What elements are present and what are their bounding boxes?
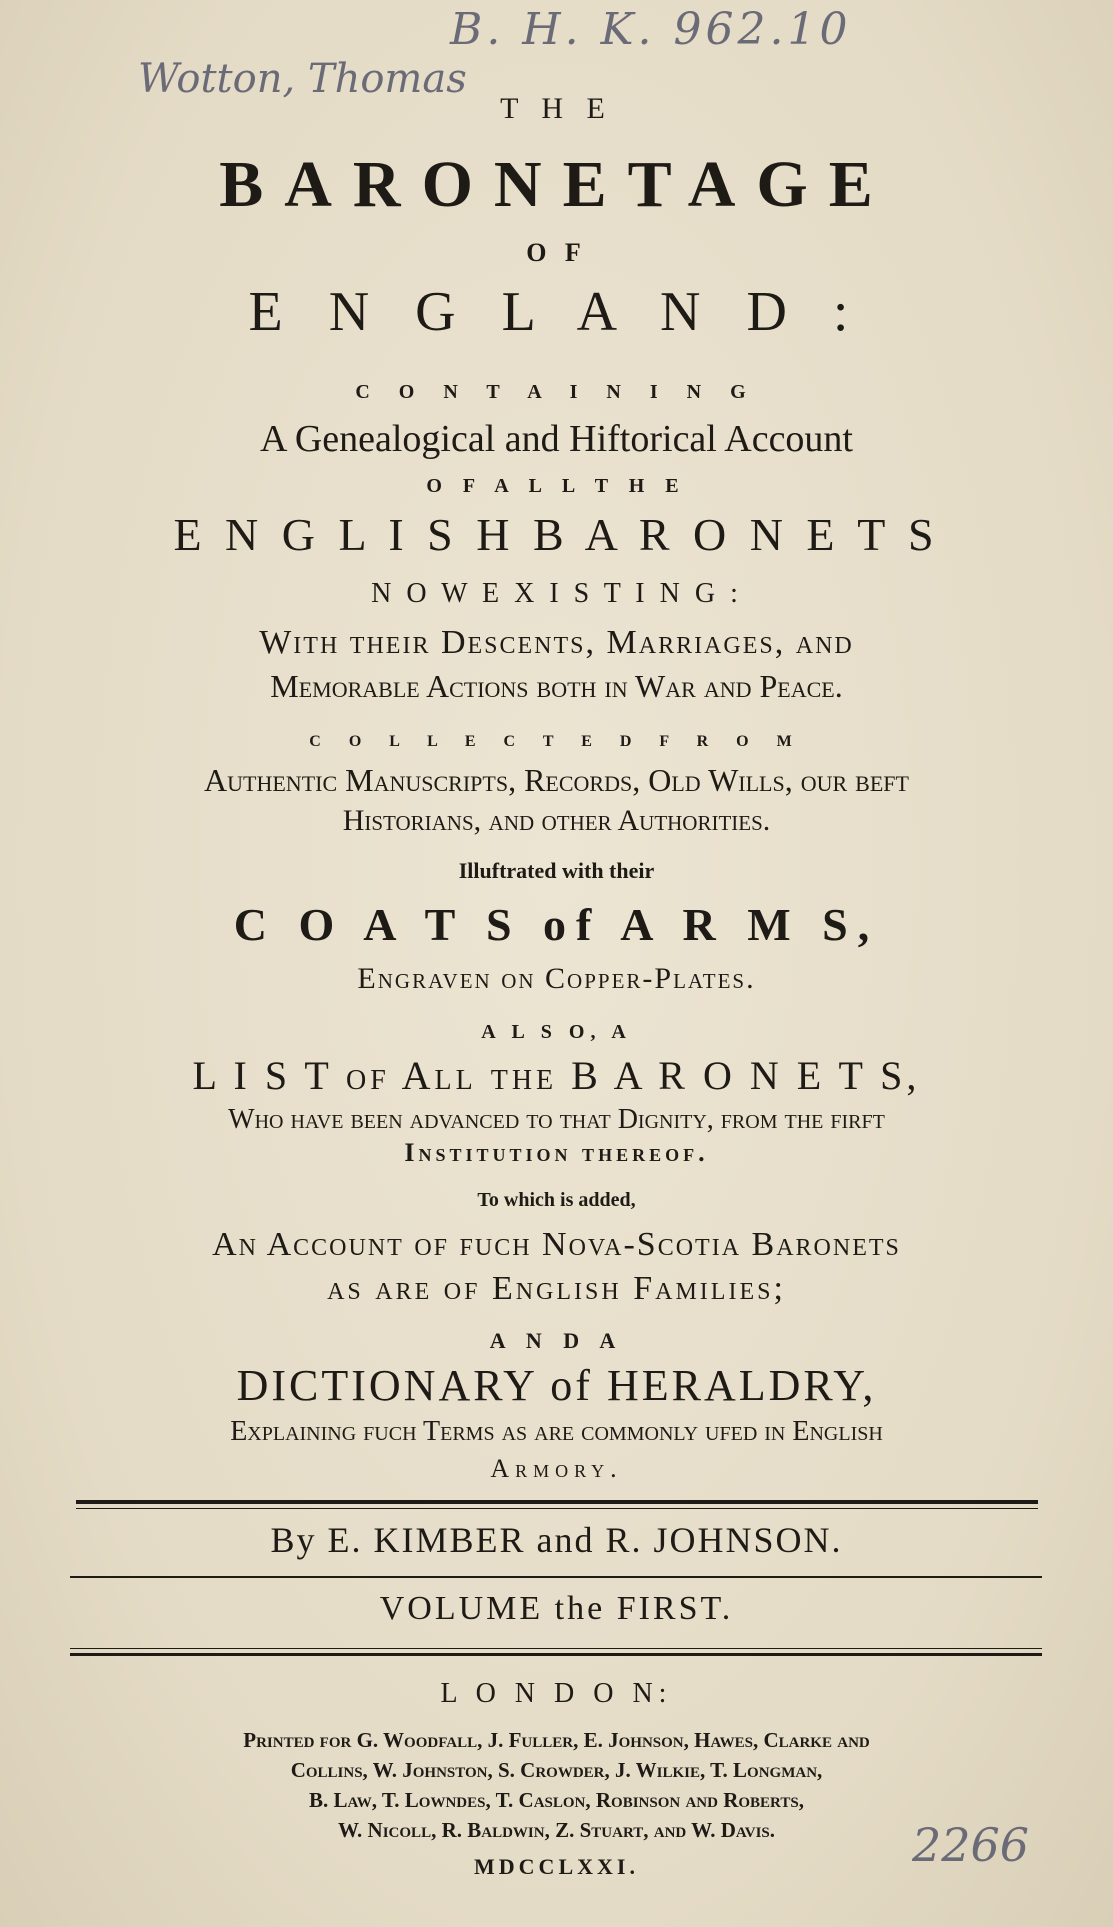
title-baronetage: BARONETAGE xyxy=(219,148,894,221)
rule-bottom-double-a xyxy=(70,1648,1042,1649)
title-of: O F xyxy=(526,238,587,267)
number-annotation: 2266 xyxy=(912,1818,1030,1872)
subtitle-illustrated: Illuftrated with their xyxy=(458,858,655,883)
imprint-place: L O N D O N: xyxy=(440,1678,673,1709)
imprint-line-2: Collins, W. Johnston, S. Crowder, J. Wilkie, T. Longman, xyxy=(290,1758,823,1782)
subtitle-armory: Armory. xyxy=(490,1454,623,1483)
rule-top-double-b xyxy=(76,1508,1038,1509)
title-the: T H E xyxy=(500,92,613,125)
rule-bottom-double-b xyxy=(70,1653,1042,1656)
subtitle-historians: Historians, and other Authorities. xyxy=(342,804,771,837)
rule-top-double-a xyxy=(76,1500,1038,1504)
subtitle-of-all-the: O F A L L T H E xyxy=(426,475,687,497)
subtitle-account: A Genealogical and Hiftorical Account xyxy=(259,418,853,460)
subtitle-to-which: To which is added, xyxy=(477,1189,636,1211)
volume-line: VOLUME the FIRST. xyxy=(379,1590,734,1627)
author-annotation: Wotton, Thomas xyxy=(138,56,467,102)
subtitle-memorable: Memorable Actions both in War and Peace. xyxy=(270,668,843,704)
subtitle-account-of-such: An Account of fuch Nova-Scotia Baronets xyxy=(212,1226,901,1263)
title-england: E N G L A N D : xyxy=(248,281,865,343)
shelfmark-annotation: B. H. K. 962.10 xyxy=(450,4,852,55)
subtitle-engraven: Engraven on Copper-Plates. xyxy=(357,962,756,995)
subtitle-with-their: With their Descents, Marriages, and xyxy=(259,624,854,661)
imprint-line-1: Printed for G. Woodfall, J. Fuller, E. Johnson, Hawes, Clarke and xyxy=(243,1728,870,1752)
imprint-line-4: W. Nicoll, R. Baldwin, Z. Stuart, and W. Davis. xyxy=(337,1818,776,1842)
subtitle-now-existing: N O W E X I S T I N G : xyxy=(371,578,742,609)
subtitle-authentic: Authentic Manuscripts, Records, Old Wills, our beft xyxy=(204,762,909,798)
subtitle-institution: Institution thereof. xyxy=(404,1138,709,1167)
subtitle-who-have-been: Who have been advanced to that Dignity, from the firft xyxy=(228,1104,885,1135)
imprint-date: MDCCLXXI. xyxy=(474,1854,639,1879)
subtitle-collected-from: C O L L E C T E D F R O M xyxy=(309,733,804,750)
imprint-line-3: B. Law, T. Lowndes, T. Caslon, Robinson and Roberts, xyxy=(309,1788,804,1812)
subtitle-as-are-of: as are of English Families; xyxy=(327,1270,786,1307)
subtitle-explaining: Explaining fuch Terms as are commonly ufed in English xyxy=(230,1416,883,1447)
subtitle-coats-of-arms: C O A T S of A R M S, xyxy=(233,899,880,950)
subtitle-english-baronets: E N G L I S H B A R O N E T S xyxy=(173,509,940,560)
subtitle-also-a: A L S O, A xyxy=(481,1021,632,1043)
subtitle-dictionary: DICTIONARY of HERALDRY, xyxy=(236,1361,877,1410)
subtitle-containing: C O N T A I N I N G xyxy=(355,381,758,403)
authors-line: By E. KIMBER and R. JOHNSON. xyxy=(270,1520,843,1560)
subtitle-list-of-all: L I S T of All the B A R O N E T S, xyxy=(192,1053,921,1098)
rule-middle xyxy=(70,1576,1042,1578)
subtitle-and-a: A N D A xyxy=(489,1328,624,1353)
